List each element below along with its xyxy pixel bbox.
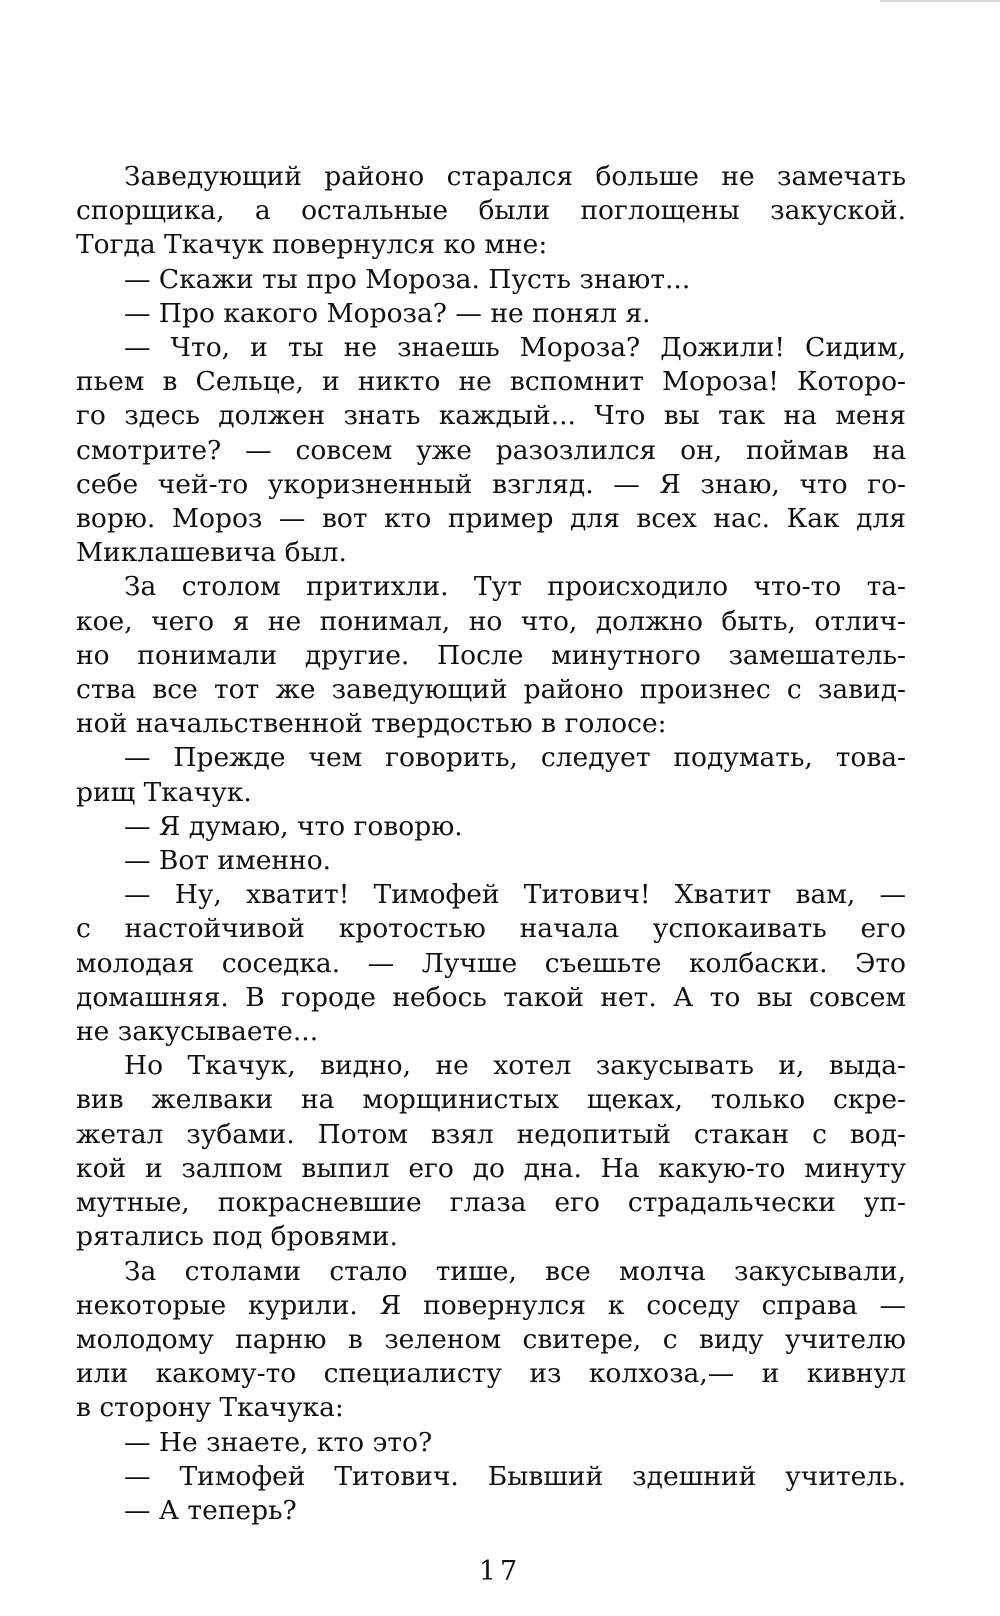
text-line: рятались под бровями.	[76, 1221, 398, 1253]
text-line: некоторые курили. Я повернулся к соседу справа —	[76, 1289, 906, 1321]
text-line: вив желваки на морщинистых щеках, только скре-	[76, 1084, 906, 1116]
text-line: кое, чего я не понимал, но что, должно быть, отлич-	[76, 605, 906, 637]
text-line: Тогда Ткачук повернулся ко мне:	[76, 229, 548, 261]
text-line: мутные, покрасневшие глаза его страдальчески уп-	[76, 1187, 906, 1219]
text-line: ворю. Мороз — вот кто пример для всех нас. Как для	[76, 503, 906, 535]
text-line: Заведующий районо старался больше не замечать	[124, 161, 906, 192]
text-line: — Что, и ты не знаешь Мороза? Дожили! Сидим,	[124, 332, 906, 364]
text-line: За столом притихли. Тут происходило что-то та-	[124, 571, 906, 603]
text-line: — Про какого Мороза? — не понял я.	[124, 297, 651, 329]
text-line: домашняя. В городе небось такой нет. А то вы совсем	[76, 981, 906, 1013]
body-text	[76, 160, 906, 1528]
text-line: Миклашевича был.	[76, 537, 347, 569]
text-line: но понимали другие. После минутного замешатель-	[76, 639, 906, 671]
text-line: или какому-то специалисту из колхоза,— и кивнул	[76, 1358, 906, 1390]
text-line: — Тимофей Титович. Бывший здешний учитель.	[124, 1460, 906, 1492]
text-line: спорщика, а остальные были поглощены закуской.	[76, 195, 906, 227]
text-line: рищ Ткачук.	[76, 776, 252, 808]
text-line: молодому парню в зеленом свитере, с виду учителю	[76, 1323, 906, 1355]
text-line: ства все тот же заведующий районо произнес с завид-	[76, 674, 906, 706]
scan-edge-line	[880, 0, 1000, 2]
text-line: — Прежде чем говорить, следует подумать, това-	[124, 742, 906, 774]
text-line: жетал зубами. Потом взял недопитый стакан с вод-	[76, 1118, 906, 1150]
text-line: молодая соседка. — Лучше съешьте колбаски. Это	[76, 947, 906, 979]
text-line: — Ну, хватит! Тимофей Титович! Хватит вам, —	[124, 879, 906, 911]
text-line: Но Ткачук, видно, не хотел закусывать и, выда-	[124, 1050, 906, 1082]
text-line: ной начальственной твердостью в голосе:	[76, 708, 667, 740]
text-line: — Я думаю, что говорю.	[124, 810, 463, 842]
text-line: За столами стало тише, все молча закусывали,	[124, 1255, 906, 1287]
text-line: — Скажи ты про Мороза. Пусть знают...	[124, 263, 691, 295]
text-line: с настойчивой кротостью начала успокаивать его	[76, 913, 906, 945]
text-line: в сторону Ткачука:	[76, 1392, 344, 1424]
page-number: 17	[478, 1556, 522, 1587]
text-line: кой и залпом выпил его до дна. На какую-то минуту	[76, 1152, 906, 1184]
text-line: — Вот именно.	[124, 845, 332, 877]
text-line: го здесь должен знать каждый... Что вы так на меня	[76, 400, 906, 432]
text-line: себе чей-то укоризненный взгляд. — Я знаю, что го-	[76, 468, 906, 500]
text-line: — А теперь?	[124, 1494, 297, 1526]
text-line: не закусываете...	[76, 1016, 319, 1048]
text-line: пьем в Сельце, и никто не вспомнит Мороза! Которо-	[76, 366, 906, 398]
text-line: смотрите? — совсем уже разозлился он, поймав на	[76, 434, 906, 466]
text-line: — Не знаете, кто это?	[124, 1426, 433, 1458]
